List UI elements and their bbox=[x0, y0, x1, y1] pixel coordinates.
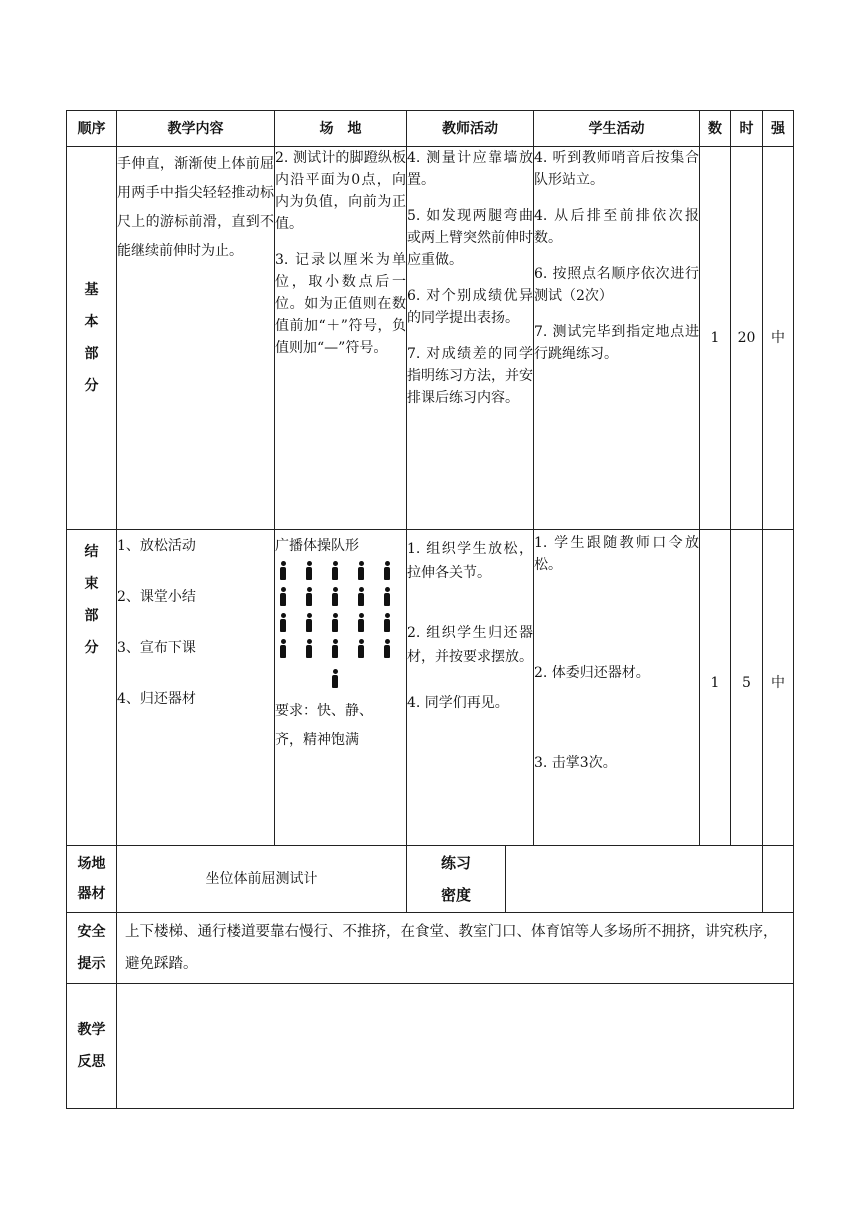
basic-student: 4. 听到教师哨音后按集合队形站立。 4. 从后排至前排依次报数。 6. 按照点名顺序依次进行测试（2次） 7. 测试完毕到指定地点进行跳绳练习。 bbox=[534, 147, 700, 530]
header-count: 数 bbox=[700, 111, 731, 147]
person-icon bbox=[383, 639, 391, 659]
reflection-text bbox=[117, 984, 794, 1109]
basic-count: 1 bbox=[700, 147, 731, 530]
ending-section-label: 结 束 部 分 bbox=[67, 530, 117, 846]
lesson-plan-table bbox=[66, 110, 794, 1109]
formation-row bbox=[279, 587, 391, 613]
person-icon bbox=[305, 639, 313, 659]
person-icon bbox=[383, 587, 391, 607]
basic-intensity: 中 bbox=[763, 147, 794, 530]
ending-intensity: 中 bbox=[763, 530, 794, 846]
person-icon bbox=[357, 587, 365, 607]
person-icon bbox=[383, 613, 391, 633]
density-value bbox=[506, 846, 762, 912]
basic-section-row bbox=[67, 147, 794, 530]
person-icon bbox=[279, 561, 287, 581]
equipment-row bbox=[67, 846, 794, 913]
header-order: 顺序 bbox=[67, 111, 117, 147]
reflection-label: 教学 反思 bbox=[67, 984, 117, 1109]
person-icon bbox=[331, 587, 339, 607]
basic-time: 20 bbox=[731, 147, 763, 530]
person-icon bbox=[331, 613, 339, 633]
person-icon bbox=[279, 613, 287, 633]
header-teacher: 教师活动 bbox=[407, 111, 534, 147]
safety-row bbox=[67, 913, 794, 984]
header-row bbox=[67, 111, 794, 147]
density-extra bbox=[763, 846, 794, 913]
basic-venue: 2. 测试计的脚蹬纵板内沿平面为0点，向内为负值，向前为正值。 3. 记录以厘米为单位，取小数点后一位。如为正值则在数值前加“＋”符号，负值则加“—”符号。 bbox=[275, 147, 407, 530]
person-icon bbox=[357, 561, 365, 581]
person-icon bbox=[383, 561, 391, 581]
ending-student: 1. 学生跟随教师口令放松。 2. 体委归还器材。 3. 击掌3次。 bbox=[534, 530, 700, 846]
formation-row bbox=[279, 639, 391, 665]
header-time: 时 bbox=[731, 111, 763, 147]
person-icon bbox=[331, 561, 339, 581]
formation-row bbox=[279, 613, 391, 639]
density-cell bbox=[407, 846, 763, 913]
basic-section-label: 基 本 部 分 bbox=[67, 147, 117, 530]
person-icon bbox=[305, 613, 313, 633]
person-icon bbox=[279, 587, 287, 607]
person-icon bbox=[331, 639, 339, 659]
reflection-row bbox=[67, 984, 794, 1109]
person-icon bbox=[279, 639, 287, 659]
ending-venue: 广播体操队形 要求：快、静、 齐，精神饱满 bbox=[275, 530, 407, 846]
ending-time: 5 bbox=[731, 530, 763, 846]
density-label: 练习 密度 bbox=[407, 846, 506, 912]
ending-count: 1 bbox=[700, 530, 731, 846]
person-icon bbox=[305, 587, 313, 607]
formation-leader bbox=[279, 665, 391, 697]
ending-section-row bbox=[67, 530, 794, 846]
ending-content: 1、放松活动 2、课堂小结 3、宣布下课 4、归还器材 bbox=[117, 530, 275, 846]
header-intensity: 强 bbox=[763, 111, 794, 147]
safety-label: 安全 提示 bbox=[67, 913, 117, 984]
ending-teacher: 1. 组织学生放松，拉伸各关节。 2. 组织学生归还器材，并按要求摆放。 4. 同学们再见。 bbox=[407, 530, 534, 846]
header-content: 教学内容 bbox=[117, 111, 275, 147]
header-venue: 场 地 bbox=[275, 111, 407, 147]
safety-text: 上下楼梯、通行楼道要靠右慢行、不推挤，在食堂、教室门口、体育馆等人多场所不拥挤，讲究秩序，避免踩踏。 bbox=[117, 913, 794, 984]
basic-content: 手伸直，渐渐使上体前屈用两手中指尖轻轻推动标尺上的游标前滑，直到不能继续前伸时为止。 bbox=[117, 147, 275, 530]
teacher-person-icon bbox=[331, 669, 339, 689]
equipment-value: 坐位体前屈测试计 bbox=[117, 846, 407, 913]
formation-row bbox=[279, 561, 391, 587]
person-icon bbox=[357, 639, 365, 659]
person-icon bbox=[305, 561, 313, 581]
equipment-label: 场地 器材 bbox=[67, 846, 117, 913]
formation-diagram bbox=[275, 557, 406, 697]
header-student: 学生活动 bbox=[534, 111, 700, 147]
person-icon bbox=[357, 613, 365, 633]
basic-teacher: 4. 测量计应靠墙放置。 5. 如发现两腿弯曲或两上臂突然前伸时应重做。 6. 对个别成绩优异的同学提出表扬。 7. 对成绩差的同学指明练习方法，并安排课后练习内容。 bbox=[407, 147, 534, 530]
